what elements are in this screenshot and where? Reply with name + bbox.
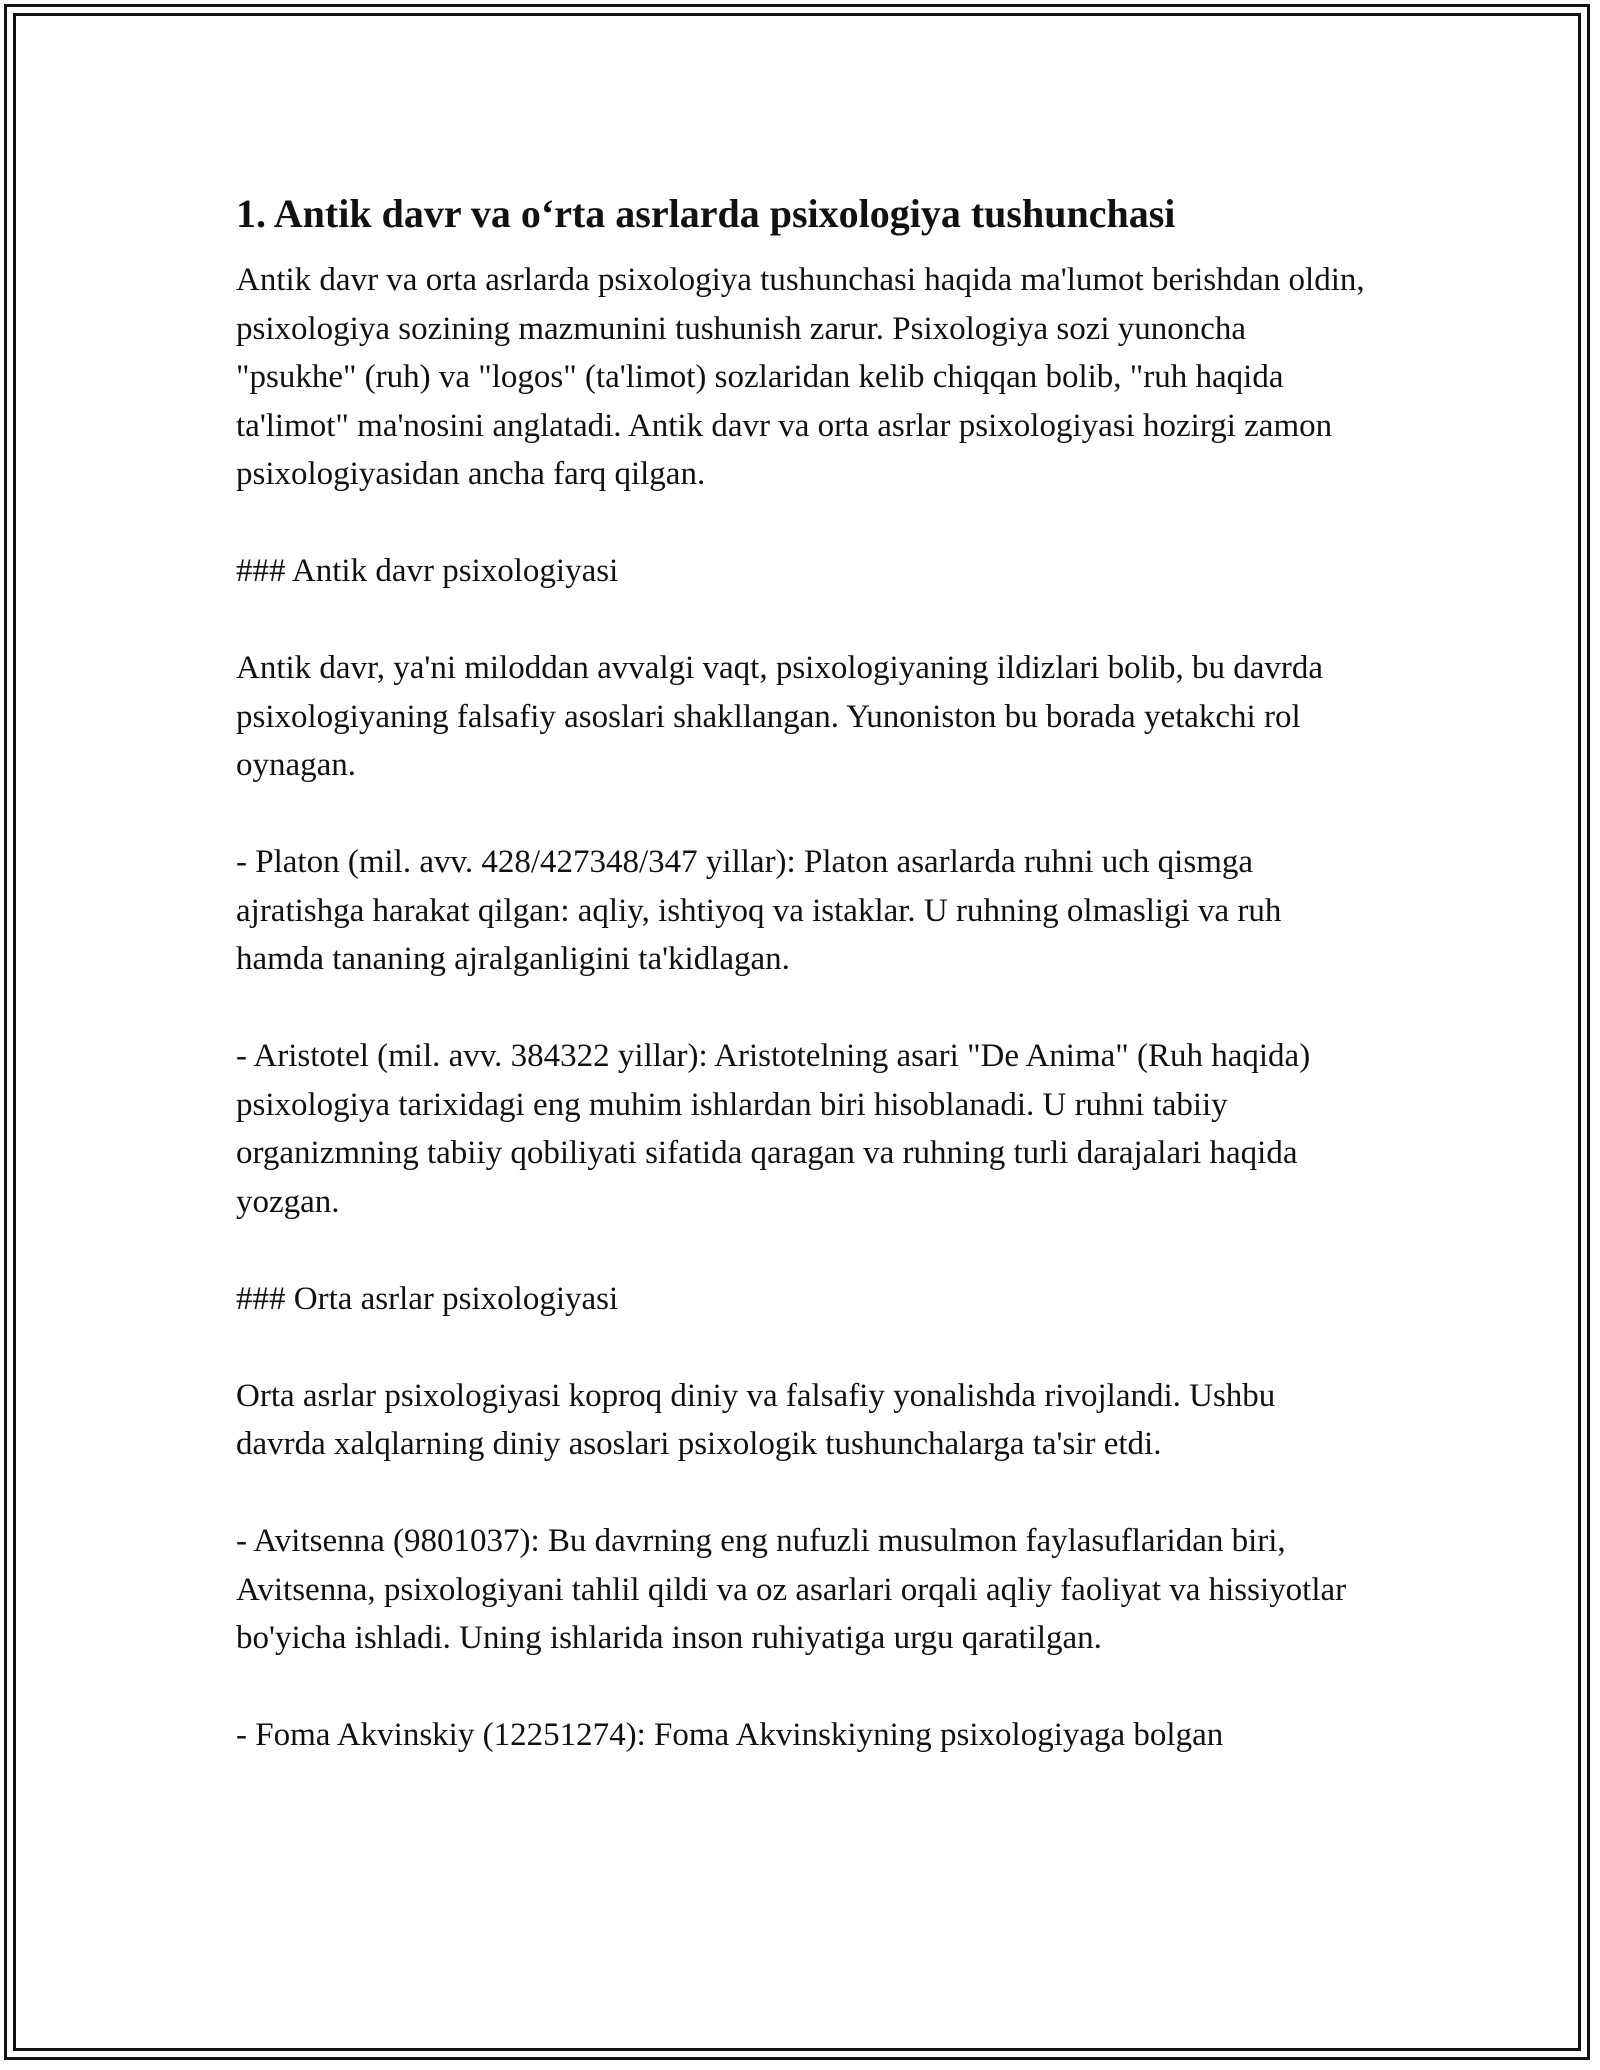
paragraph-gap <box>236 790 1366 839</box>
paragraph-gap <box>236 499 1366 548</box>
paragraph-gap <box>236 1226 1366 1275</box>
antik-paragraph: Antik davr, ya'ni miloddan avvalgi vaqt, psixologiyaning ildizlari bolib, bu davrda psixologiyaning falsafiy asoslari shakllangan. Yunoniston bu borada yetakchi rol oynagan. <box>236 650 1324 783</box>
orta-paragraph: Orta asrlar psixologiyasi koproq diniy va falsafiy yonalishda rivojlandi. Ushbu davrda xalqlarning diniy asoslari psixologik tushunchalarga ta'sir etdi. <box>236 1377 1276 1462</box>
paragraph-gap <box>236 1663 1366 1712</box>
paragraph-gap <box>236 1469 1366 1518</box>
document-title: 1. Antik davr va o‘rta asrlarda psixologiya tushunchasi <box>236 191 1176 236</box>
paragraph-gap <box>236 984 1366 1033</box>
list-item-platon: - Platon (mil. avv. 428/427348/347 yillar): Platon asarlarda ruhni uch qismga ajratishga harakat qilgan: aqliy, ishtiyoq va istaklar. U ruhning olmasligi va ruh hamda tananing ajralganligini ta'kidlagan. <box>236 844 1282 977</box>
document-body <box>236 186 1366 1760</box>
list-item-foma: - Foma Akvinskiy (12251274): Foma Akvinskiyning psixologiyaga bolgan <box>236 1717 1224 1753</box>
intro-paragraph: Antik davr va orta asrlarda psixologiya tushunchasi haqida ma'lumot berishdan oldin, psixologiya sozining mazmunini tushunish zarur. Psixologiya sozi yunoncha "psukhe" (ruh) va "logos" (ta'limot) sozlaridan kelib chiqqan bolib, "ruh haqida ta'limot" ma'nosini anglatadi. Antik davr va orta asrlar psixologiyasi hozirgi zamon psixologiyasidan ancha farq qilgan. <box>236 262 1365 492</box>
paragraph-gap <box>236 596 1366 645</box>
section-heading-orta: ### Orta asrlar psixologiyasi <box>236 1280 619 1317</box>
list-item-aristotel: - Aristotel (mil. avv. 384322 yillar): Aristotelning asari "De Anima" (Ruh haqida) psixologiya tarixidagi eng muhim ishlardan biri hisoblanadi. U ruhni tabiiy organizmning tabiiy qobiliyati sifatida qaragan va ruhning turli darajalari haqida yozgan. <box>236 1038 1311 1220</box>
list-item-avitsenna: - Avitsenna (9801037): Bu davrning eng nufuzli musulmon faylasuflaridan biri, Avitsenna, psixologiyani tahlil qildi va oz asarlari orqali aqliy faoliyat va hissiyotlar bo'yicha ishladi. Uning ishlarida inson ruhiyatiga urgu qaratilgan. <box>236 1523 1347 1656</box>
section-heading-antik: ### Antik davr psixologiyasi <box>236 553 619 589</box>
paragraph-gap <box>236 1323 1366 1372</box>
